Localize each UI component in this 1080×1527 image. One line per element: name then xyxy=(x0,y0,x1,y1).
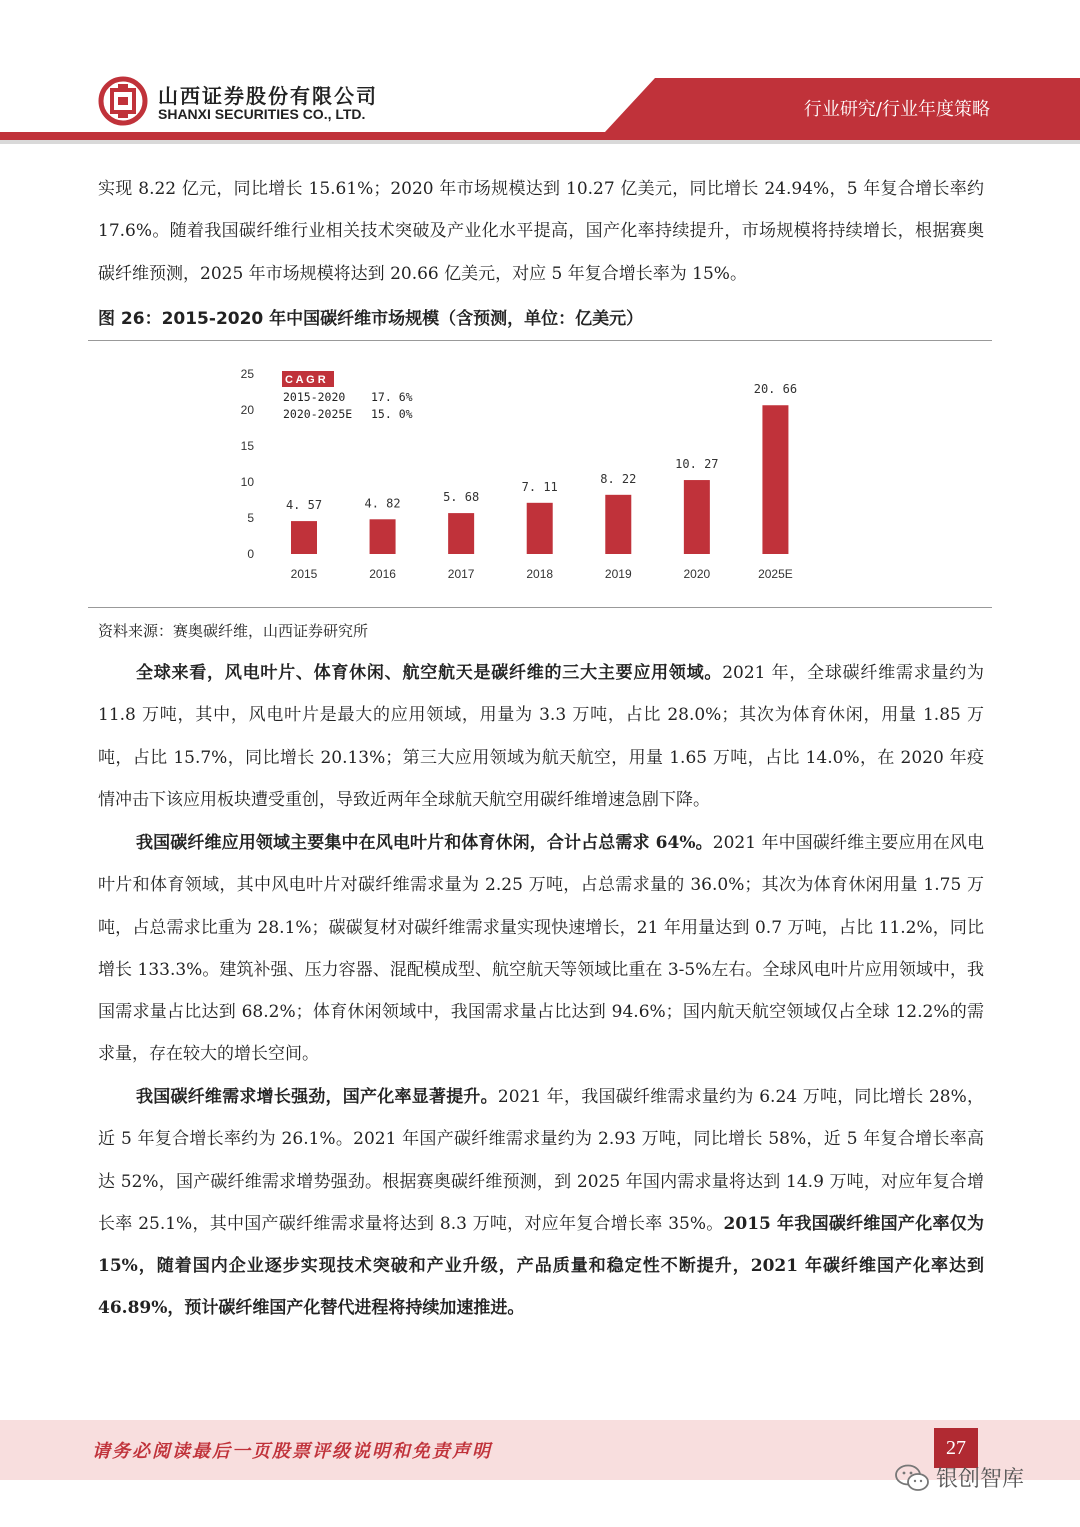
company-name-cn: 山西证券股份有限公司 xyxy=(158,84,378,108)
bar-value-label: 8. 22 xyxy=(600,471,637,486)
disclaimer-notice: 请务必阅读最后一页股票评级说明和免责声明 xyxy=(92,1441,492,1462)
y-tick-label: 20 xyxy=(240,403,254,417)
page-header xyxy=(0,0,1080,150)
bar-2018 xyxy=(527,503,553,554)
x-tick-label: 2020 xyxy=(683,567,711,581)
bar-2015 xyxy=(291,521,317,554)
cagr-annotation xyxy=(282,371,413,421)
bar-2017 xyxy=(448,513,474,554)
y-tick-label: 10 xyxy=(240,475,254,489)
bar-value-label: 7. 11 xyxy=(521,479,558,494)
cagr-period-2: 2020-2025E xyxy=(283,407,353,421)
bar-2016 xyxy=(370,519,396,554)
y-tick-label: 5 xyxy=(247,511,254,525)
page-number: 27 xyxy=(934,1428,978,1468)
paragraph-domestic-demand xyxy=(98,1076,984,1330)
y-tick-label: 15 xyxy=(240,439,254,453)
header-band xyxy=(0,0,1080,150)
y-tick-label: 0 xyxy=(247,547,254,561)
x-tick-label: 2016 xyxy=(369,567,396,581)
cagr-value-2: 15. 0% xyxy=(371,407,413,421)
bar-2025E xyxy=(762,405,788,554)
x-tick-label: 2018 xyxy=(526,567,554,581)
x-tick-label: 2025E xyxy=(758,567,793,581)
bar-value-label: 10. 27 xyxy=(675,457,719,472)
company-name-en: SHANXI SECURITIES CO., LTD. xyxy=(158,106,366,122)
paragraph-global-applications xyxy=(98,652,984,821)
watermark-text: 银创智库 xyxy=(936,1467,1025,1492)
paragraph-closing-bold: 2015 年我国碳纤维国产化率仅为 15%，随着国内企业逐步实现技术突破和产业升级，产品质量和稳定性不断提升，2021 年碳纤维国产化率达到 46.89%，预计碳纤维国产化替代进程将持续加速推进。 xyxy=(98,1213,984,1319)
bar-value-label: 5. 68 xyxy=(443,490,480,505)
y-tick-label: 25 xyxy=(240,367,254,381)
report-category: 行业研究/行业年度策略 xyxy=(803,99,990,120)
bar-2019 xyxy=(605,495,631,554)
paragraph-china-applications xyxy=(98,822,984,1076)
company-logo-icon xyxy=(98,76,148,126)
figure-title: 图 26：2015-2020 年中国碳纤维市场规模（含预测，单位：亿美元） xyxy=(98,309,644,329)
paragraph-body: 2021 年中国碳纤维主要应用在风电叶片和体育领域，其中风电叶片对碳纤维需求量为 2.25 万吨，占总需求量的 36.0%；其次为体育休闲用量 1.75 万吨，占总需求比重为 28.1%；碳碳复材对碳纤维需求量实现快速增长，21 年用量达到 0.7 万吨，占比 11.2%，同比增长 133.3%。建筑补强、压力容器、混配模成型、航空航天等领域比重在 3-5%左右。全球风电叶片应用领域中，我国需求量占比达到 68.2%；体育休闲领域中，我国需求量占比达到 94.6%；国内航天航空领域仅占全球 12.2%的需求量，存在较大的增长空间。 xyxy=(98,833,984,1065)
paragraph-body: 2021 年，全球碳纤维需求量约为 11.8 万吨，其中，风电叶片是最大的应用领域，用量为 3.3 万吨，占比 28.0%；其次为体育休闲，用量 1.85 万吨，占比 15.7%，同比增长 20.13%；第三大应用领域为航天航空，用量 1.65 万吨，占比 14.0%，在 2020 年疫情冲击下该应用板块遭受重创，导致近两年全球航天航空用碳纤维增速急剧下降。 xyxy=(98,663,985,810)
paragraph-lead-bold: 全球来看，风电叶片、体育休闲、航空航天是碳纤维的三大主要应用领域。 xyxy=(136,663,723,683)
figure-bottom-rule xyxy=(88,607,992,608)
paragraph-body: 2021 年，我国碳纤维需求量约为 6.24 万吨，同比增长 28%，近 5 年复合增长率约为 26.1%。2021 年国产碳纤维需求量约为 2.93 万吨，同比增长 58%，近 5 年复合增长率高达 52%，国产碳纤维需求增势强劲。根据赛奥碳纤维预测，到 2025 年国内需求量将达到 14.9 万吨，对应年复合增长率 25.1%，其中国产碳纤维需求量将达到 8.3 万吨，对应年复合增长率 35%。 xyxy=(98,1087,985,1234)
bar-value-label: 4. 57 xyxy=(285,498,323,513)
figure-top-rule xyxy=(88,340,992,341)
paragraph-lead-bold: 我国碳纤维应用领域主要集中在风电叶片和体育休闲，合计占总需求 64%。 xyxy=(136,833,713,853)
market-size-bar-chart xyxy=(230,360,830,590)
figure-source: 资料来源：赛奥碳纤维，山西证券研究所 xyxy=(98,622,369,640)
bar-value-label: 4. 82 xyxy=(364,496,401,511)
bar-value-label: 20. 66 xyxy=(753,382,798,397)
watermark xyxy=(894,1462,1024,1493)
paragraph-lead-bold: 我国碳纤维需求增长强劲，国产化率显著提升。 xyxy=(136,1087,498,1107)
cagr-title: C A G R xyxy=(285,374,326,386)
x-tick-label: 2019 xyxy=(604,567,632,581)
bar-2020 xyxy=(684,480,710,554)
x-tick-label: 2017 xyxy=(447,567,475,581)
x-tick-label: 2015 xyxy=(290,567,318,581)
cagr-period-1: 2015-2020 xyxy=(283,390,346,404)
wechat-icon xyxy=(894,1463,930,1493)
cagr-value-1: 17. 6% xyxy=(371,390,413,404)
paragraph-market-size: 实现 8.22 亿元，同比增长 15.61%；2020 年市场规模达到 10.27 亿美元，同比增长 24.94%，5 年复合增长率约 17.6%。随着我国碳纤维行业相关技术突破及产业化水平提高，国产化率持续提升，市场规模将持续增长，根据赛奥碳纤维预测，2025 年市场规模将达到 20.66 亿美元，对应 5 年复合增长率为 15%。 xyxy=(98,179,984,284)
